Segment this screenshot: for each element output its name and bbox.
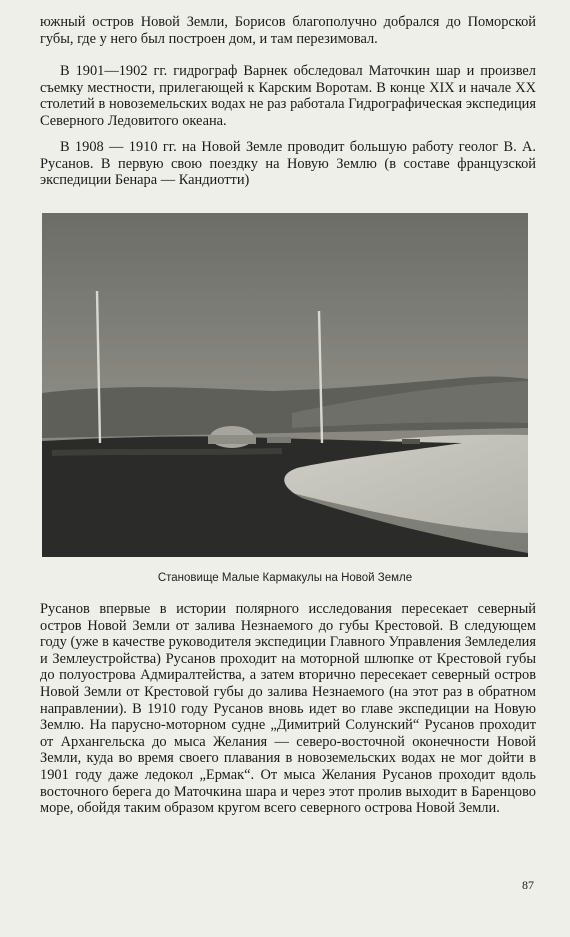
photo-caption: Становище Малые Кармакулы на Новой Земле — [157, 572, 413, 584]
page-number: 87 — [522, 878, 534, 892]
paragraph-1: южный остров Новой Земли, Борисов благополучно добрался до Поморской губы, где у него был построен дом, и там перезимовал. — [40, 14, 536, 47]
paragraph-2: В 1901—1902 гг. гидрограф Варнек обследовал Маточкин шар и произвел съемку местности, прилегающей к Карским Воротам. В конце XIX и начале XX столетий в новоземельских водах не раз работала Гидрографическая экспедиция Северного Ледовитого океана. — [40, 63, 536, 129]
paragraph-4: Русанов впервые в истории полярного исследования пересекает северный остров Новой Земли от залива Незнаемого до губы Крестовой. В следующем году (уже в качестве руководителя экспедиции Главного Управления Земледелия и Землеустройства) Русанов проходит на моторной шлюпке от Крестовой губы до полуострова Адмиралтейства, а затем вторично пересекает северный остров Новой Земли от Крестовой губы до залива Незнаемого (на этот раз в обратном направлении). В 1910 году Русанов вновь идет во главе экспедиции на Новую Землю. На парусно-моторном судне „Димитрий Солунский“ Русанов проходит от Архангельска до мыса Желания — северо-восточной оконечности Новой Земли, куда во время своего плавания в новоземельских водах не мог дойти в 1901 году даже ледокол „Ермак“. От мыса Желания Русанов проходит вдоль восточного берега до Маточкина шара и через этот пролив выходит в Баренцово море, обойдя таким образом кругом всего северного острова Новой Земли. — [40, 601, 536, 817]
paragraph-3: В 1908 — 1910 гг. на Новой Земле проводит большую работу геолог В. А. Русанов. В первую свою поездку на Новую Землю (в составе французской экспедиции Бенара — Кандиотти) — [40, 139, 536, 189]
settlement-photo — [42, 213, 528, 557]
